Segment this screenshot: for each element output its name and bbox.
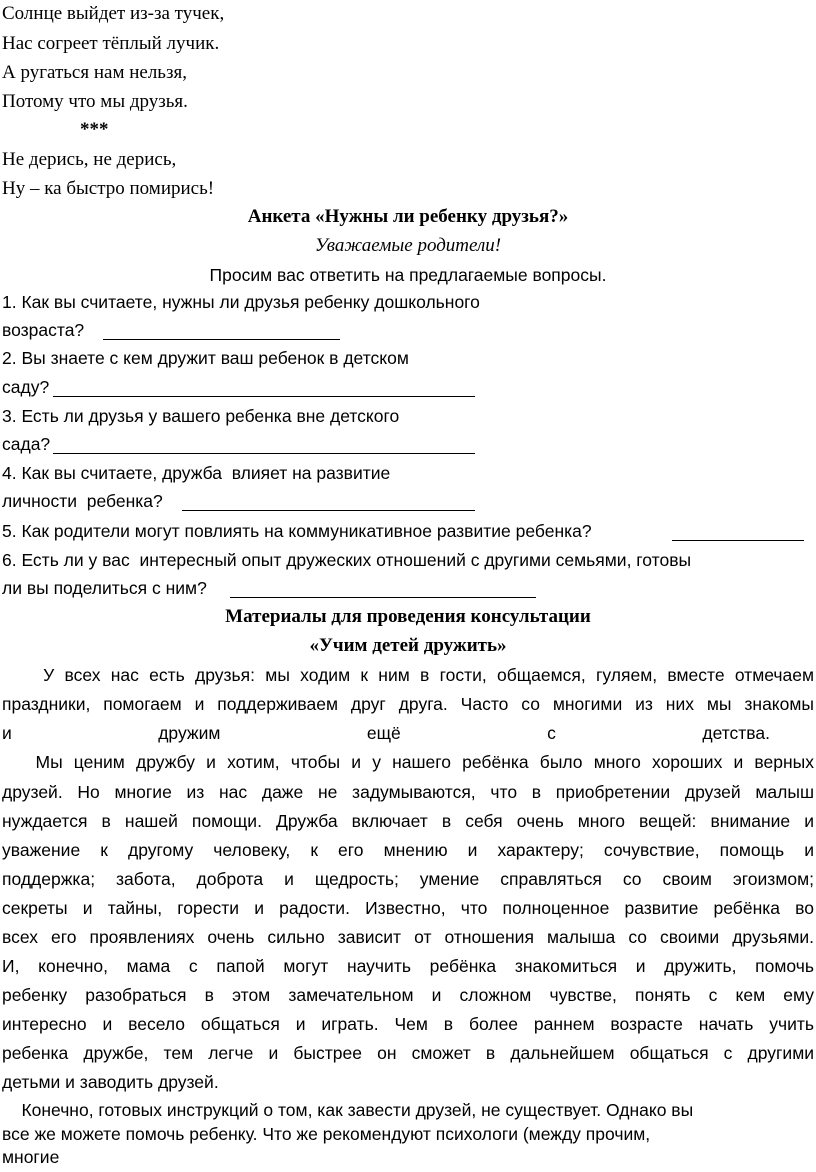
paragraph-line: секреты и тайны, горести и радости. Известно, что полноценное развитие ребёнка во [2,898,814,918]
question-2-cont: саду? [2,377,50,397]
question-3: 3. Есть ли друзья у вашего ребенка вне детского [2,406,400,426]
materials-title: Материалы для проведения консультации [225,606,591,627]
paragraph-line: интересно и весело общаться и играть. Чем в более раннем возрасте начать учить [2,1014,814,1034]
poem-separator: *** [80,119,109,140]
answer-line-6[interactable] [230,597,536,598]
paragraph-line: многие [2,1147,60,1167]
paragraph-line: ребенку разобраться в этом замечательном и сложном чувстве, понять с кем ему [2,985,814,1005]
paragraph-line: И, конечно, мама с папой могут научить ребёнка знакомиться и дружить, помочь [2,956,814,976]
question-4-cont: личности ребенка? [2,491,163,511]
paragraph-line: всех его проявлениях очень сильно зависит от отношения малыша со своими друзьями. [2,927,814,947]
question-6-cont: ли вы поделиться с ним? [2,578,207,598]
poem-line: А ругаться нам нельзя, [2,62,187,83]
question-2: 2. Вы знаете с кем дружит ваш ребенок в детском [2,348,409,368]
paragraph-line: друзей. Но многие из нас даже не задумываются, что в приобретении друзей малыш [2,782,814,802]
answer-line-3[interactable] [53,453,475,454]
poem-line: Ну – ка быстро помирись! [2,178,215,199]
survey-title: Анкета «Нужны ли ребенку друзья?» [247,206,569,227]
survey-greeting: Уважаемые родители! [314,235,502,256]
poem-line: Нас согреет тёплый лучик. [2,33,220,54]
paragraph-line: все же можете помочь ребенку. Что же рекомендуют психологи (между прочим, [2,1124,651,1144]
question-1-cont: возраста? [2,320,85,340]
paragraph-line: праздники, помогаем и поддерживаем друг друга. Часто со многими из них мы знакомы [2,694,814,714]
paragraph-line: детьми и заводить друзей. [2,1072,219,1092]
paragraph-line: поддержка; забота, доброта и щедрость; умение справляться со своим эгоизмом; [2,869,814,889]
question-5: 5. Как родители могут повлиять на коммуникативное развитие ребенка? [2,521,592,541]
paragraph-line: нуждается в нашей помощи. Дружба включает в себя очень много вещей: внимание и [2,811,814,831]
paragraph-line: Конечно, готовых инструкций о том, как завести друзей, не существует. Однако вы [2,1100,694,1120]
poem-line: Солнце выйдет из-за тучек, [2,3,225,24]
answer-line-5[interactable] [672,540,804,541]
paragraph-line: уважение к другому человеку, к его мнению и характеру; сочувствие, помощь и [2,840,814,860]
poem-line: Не дерись, не дерись, [2,149,177,170]
answer-line-1[interactable] [103,339,340,340]
paragraph-line: У всех нас есть друзья: мы ходим к ним в гости, общаемся, гуляем, вместе отмечаем [2,665,814,685]
question-3-cont: сада? [2,434,51,454]
answer-line-4[interactable] [182,510,475,511]
materials-subtitle: «Учим детей дружить» [309,635,507,656]
question-1: 1. Как вы считаете, нужны ли друзья ребенку дошкольного [2,292,480,312]
paragraph-line: Мы ценим дружбу и хотим, чтобы и у нашего ребёнка было много хороших и верных [2,752,814,772]
paragraph-line: ребенка дружбе, тем легче и быстрее он сможет в дальнейшем общаться с другими [2,1043,814,1063]
question-6: 6. Есть ли у вас интересный опыт дружеских отношений с другими семьями, готовы [2,550,692,570]
poem-line: Потому что мы друзья. [2,91,188,112]
question-4: 4. Как вы считаете, дружба влияет на развитие [2,463,391,483]
paragraph-line: и дружим ещё с детства. [2,723,770,743]
survey-intro: Просим вас ответить на предлагаемые вопросы. [209,265,607,285]
answer-line-2[interactable] [53,396,475,397]
